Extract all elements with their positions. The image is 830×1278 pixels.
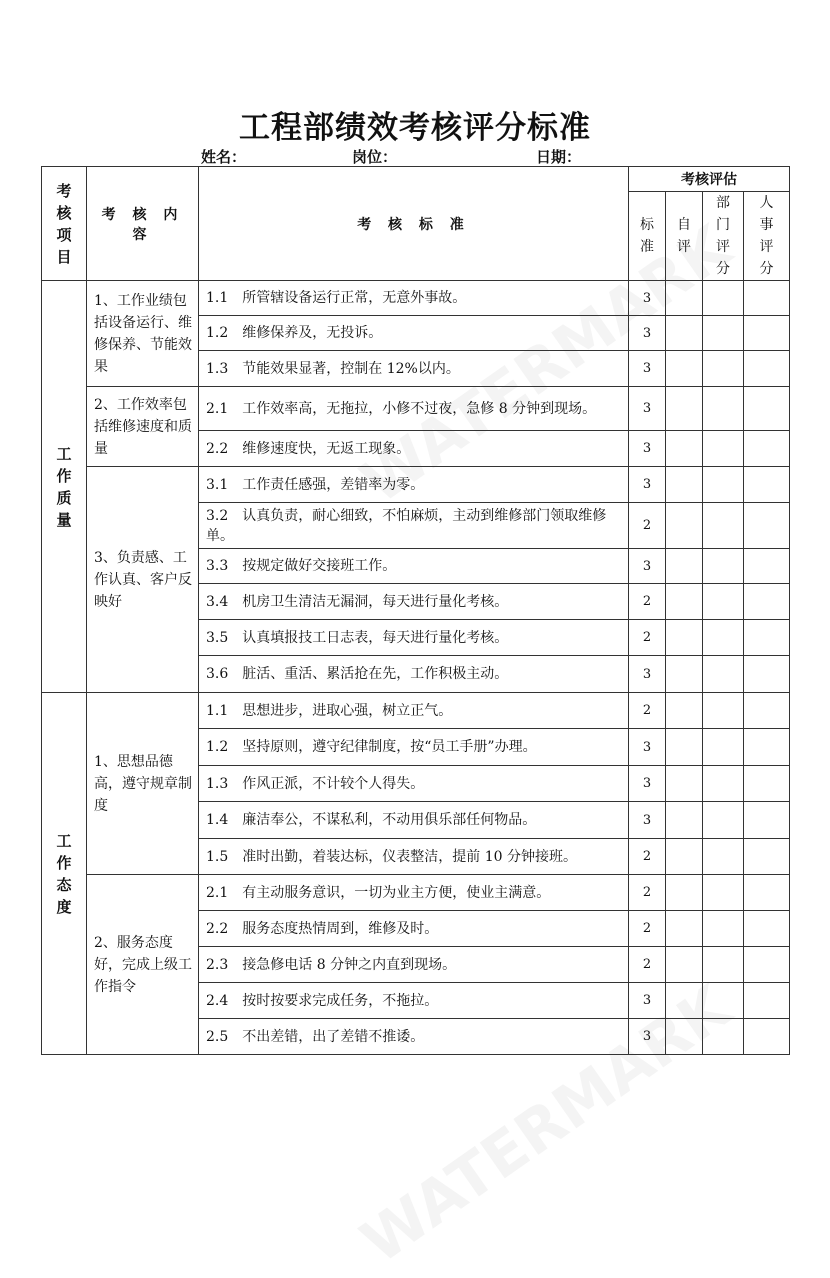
- standard-score: 3: [629, 729, 666, 766]
- standard-score: 2: [629, 947, 666, 983]
- header-hr: 人 事 评 分: [744, 192, 790, 281]
- dept-score[interactable]: [703, 281, 744, 316]
- dept-score[interactable]: [703, 503, 744, 549]
- date-label: 日期：: [536, 148, 582, 166]
- hr-score[interactable]: [744, 387, 790, 431]
- standard-score: 3: [629, 656, 666, 693]
- dept-score[interactable]: [703, 351, 744, 387]
- self-score[interactable]: [666, 766, 703, 802]
- standard-score: 2: [629, 620, 666, 656]
- criteria-cell: 3.3 按规定做好交接班工作。: [199, 549, 629, 584]
- standard-score: 3: [629, 766, 666, 802]
- criteria-cell: 2.5 不出差错，出了差错不推诿。: [199, 1019, 629, 1055]
- self-score[interactable]: [666, 947, 703, 983]
- hr-score[interactable]: [744, 802, 790, 839]
- self-score[interactable]: [666, 467, 703, 503]
- criteria-cell: 3.4 机房卫生清洁无漏洞，每天进行量化考核。: [199, 584, 629, 620]
- header-self: 自 评: [666, 192, 703, 281]
- criteria-cell: 3.5 认真填报技工日志表，每天进行量化考核。: [199, 620, 629, 656]
- standard-score: 3: [629, 431, 666, 467]
- dept-score[interactable]: [703, 947, 744, 983]
- criteria-cell: 3.1 工作责任感强，差错率为零。: [199, 467, 629, 503]
- self-score[interactable]: [666, 983, 703, 1019]
- hr-score[interactable]: [744, 431, 790, 467]
- hr-score[interactable]: [744, 281, 790, 316]
- group-content: 2、服务态度好，完成上级工作指令: [87, 875, 199, 1055]
- self-score[interactable]: [666, 620, 703, 656]
- section-item: 工 作 质 量: [42, 281, 87, 693]
- criteria-cell: 1.5 准时出勤，着装达标，仪表整洁，提前 10 分钟接班。: [199, 839, 629, 875]
- criteria-cell: 3.6 脏活、重活、累活抢在先，工作积极主动。: [199, 656, 629, 693]
- standard-score: 3: [629, 351, 666, 387]
- self-score[interactable]: [666, 1019, 703, 1055]
- standard-score: 2: [629, 839, 666, 875]
- dept-score[interactable]: [703, 620, 744, 656]
- standard-score: 2: [629, 911, 666, 947]
- hr-score[interactable]: [744, 729, 790, 766]
- criteria-cell: 1.4 廉洁奉公，不谋私利，不动用俱乐部任何物品。: [199, 802, 629, 839]
- criteria-cell: 2.1 有主动服务意识，一切为业主方便，使业主满意。: [199, 875, 629, 911]
- hr-score[interactable]: [744, 693, 790, 729]
- standard-score: 2: [629, 584, 666, 620]
- dept-score[interactable]: [703, 911, 744, 947]
- self-score[interactable]: [666, 656, 703, 693]
- header-eval: 考核评估: [629, 167, 790, 192]
- position-label: 岗位：: [352, 148, 398, 166]
- standard-score: 2: [629, 693, 666, 729]
- criteria-cell: 1.2 坚持原则，遵守纪律制度，按“员工手册”办理。: [199, 729, 629, 766]
- standard-score: 3: [629, 549, 666, 584]
- dept-score[interactable]: [703, 1019, 744, 1055]
- criteria-cell: 1.2 维修保养及，无投诉。: [199, 316, 629, 351]
- dept-score[interactable]: [703, 839, 744, 875]
- evaluation-table: [41, 166, 790, 1055]
- dept-score[interactable]: [703, 387, 744, 431]
- hr-score[interactable]: [744, 766, 790, 802]
- self-score[interactable]: [666, 729, 703, 766]
- standard-score: 3: [629, 387, 666, 431]
- criteria-cell: 2.2 维修速度快，无返工现象。: [199, 431, 629, 467]
- hr-score[interactable]: [744, 620, 790, 656]
- hr-score[interactable]: [744, 875, 790, 911]
- hr-score[interactable]: [744, 467, 790, 503]
- hr-score[interactable]: [744, 911, 790, 947]
- self-score[interactable]: [666, 281, 703, 316]
- criteria-cell: 1.3 节能效果显著，控制在 12%以内。: [199, 351, 629, 387]
- standard-score: 3: [629, 467, 666, 503]
- header-item: 考 核 项 目: [42, 167, 87, 281]
- standard-score: 3: [629, 281, 666, 316]
- hr-score[interactable]: [744, 584, 790, 620]
- criteria-cell: 1.3 作风正派，不计较个人得失。: [199, 766, 629, 802]
- self-score[interactable]: [666, 693, 703, 729]
- section-item: 工 作 态 度: [42, 693, 87, 1055]
- standard-score: 3: [629, 983, 666, 1019]
- dept-score[interactable]: [703, 693, 744, 729]
- group-content: 3、负责感、工作认真、客户反映好: [87, 467, 199, 693]
- standard-score: 2: [629, 503, 666, 549]
- self-score[interactable]: [666, 584, 703, 620]
- page-title: 工程部绩效考核评分标准: [239, 110, 591, 146]
- hr-score[interactable]: [744, 316, 790, 351]
- criteria-cell: 2.4 按时按要求完成任务，不拖拉。: [199, 983, 629, 1019]
- hr-score[interactable]: [744, 947, 790, 983]
- self-score[interactable]: [666, 351, 703, 387]
- dept-score[interactable]: [703, 766, 744, 802]
- dept-score[interactable]: [703, 656, 744, 693]
- self-score[interactable]: [666, 839, 703, 875]
- group-content: 1、工作业绩包括设备运行、维修保养、节能效果: [87, 281, 199, 387]
- standard-score: 3: [629, 316, 666, 351]
- self-score[interactable]: [666, 911, 703, 947]
- header-dept: 部 门 评 分: [703, 192, 744, 281]
- standard-score: 2: [629, 875, 666, 911]
- standard-score: 3: [629, 1019, 666, 1055]
- self-score[interactable]: [666, 316, 703, 351]
- dept-score[interactable]: [703, 549, 744, 584]
- dept-score[interactable]: [703, 802, 744, 839]
- dept-score[interactable]: [703, 584, 744, 620]
- name-label: 姓名：: [201, 148, 247, 166]
- dept-score[interactable]: [703, 467, 744, 503]
- self-score[interactable]: [666, 875, 703, 911]
- hr-score[interactable]: [744, 839, 790, 875]
- group-content: 2、工作效率包括维修速度和质量: [87, 387, 199, 467]
- hr-score[interactable]: [744, 656, 790, 693]
- criteria-cell: 2.3 接急修电话 8 分钟之内直到现场。: [199, 947, 629, 983]
- header-content: 考 核 内 容: [87, 167, 199, 281]
- self-score[interactable]: [666, 431, 703, 467]
- dept-score[interactable]: [703, 875, 744, 911]
- self-score[interactable]: [666, 549, 703, 584]
- standard-score: 3: [629, 802, 666, 839]
- hr-score[interactable]: [744, 549, 790, 584]
- self-score[interactable]: [666, 802, 703, 839]
- hr-score[interactable]: [744, 1019, 790, 1055]
- criteria-cell: 3.2 认真负责，耐心细致，不怕麻烦，主动到维修部门领取维修单。: [199, 503, 629, 549]
- dept-score[interactable]: [703, 316, 744, 351]
- criteria-cell: 1.1 所管辖设备运行正常，无意外事故。: [199, 281, 629, 316]
- self-score[interactable]: [666, 387, 703, 431]
- dept-score[interactable]: [703, 431, 744, 467]
- self-score[interactable]: [666, 503, 703, 549]
- header-standard: 标 准: [629, 192, 666, 281]
- dept-score[interactable]: [703, 729, 744, 766]
- group-content: 1、思想品德高，遵守规章制度: [87, 693, 199, 875]
- hr-score[interactable]: [744, 503, 790, 549]
- hr-score[interactable]: [744, 983, 790, 1019]
- dept-score[interactable]: [703, 983, 744, 1019]
- header-criteria: 考 核 标 准: [199, 167, 629, 281]
- criteria-cell: 2.1 工作效率高，无拖拉，小修不过夜，急修 8 分钟到现场。: [199, 387, 629, 431]
- hr-score[interactable]: [744, 351, 790, 387]
- criteria-cell: 1.1 思想进步，进取心强，树立正气。: [199, 693, 629, 729]
- criteria-cell: 2.2 服务态度热情周到，维修及时。: [199, 911, 629, 947]
